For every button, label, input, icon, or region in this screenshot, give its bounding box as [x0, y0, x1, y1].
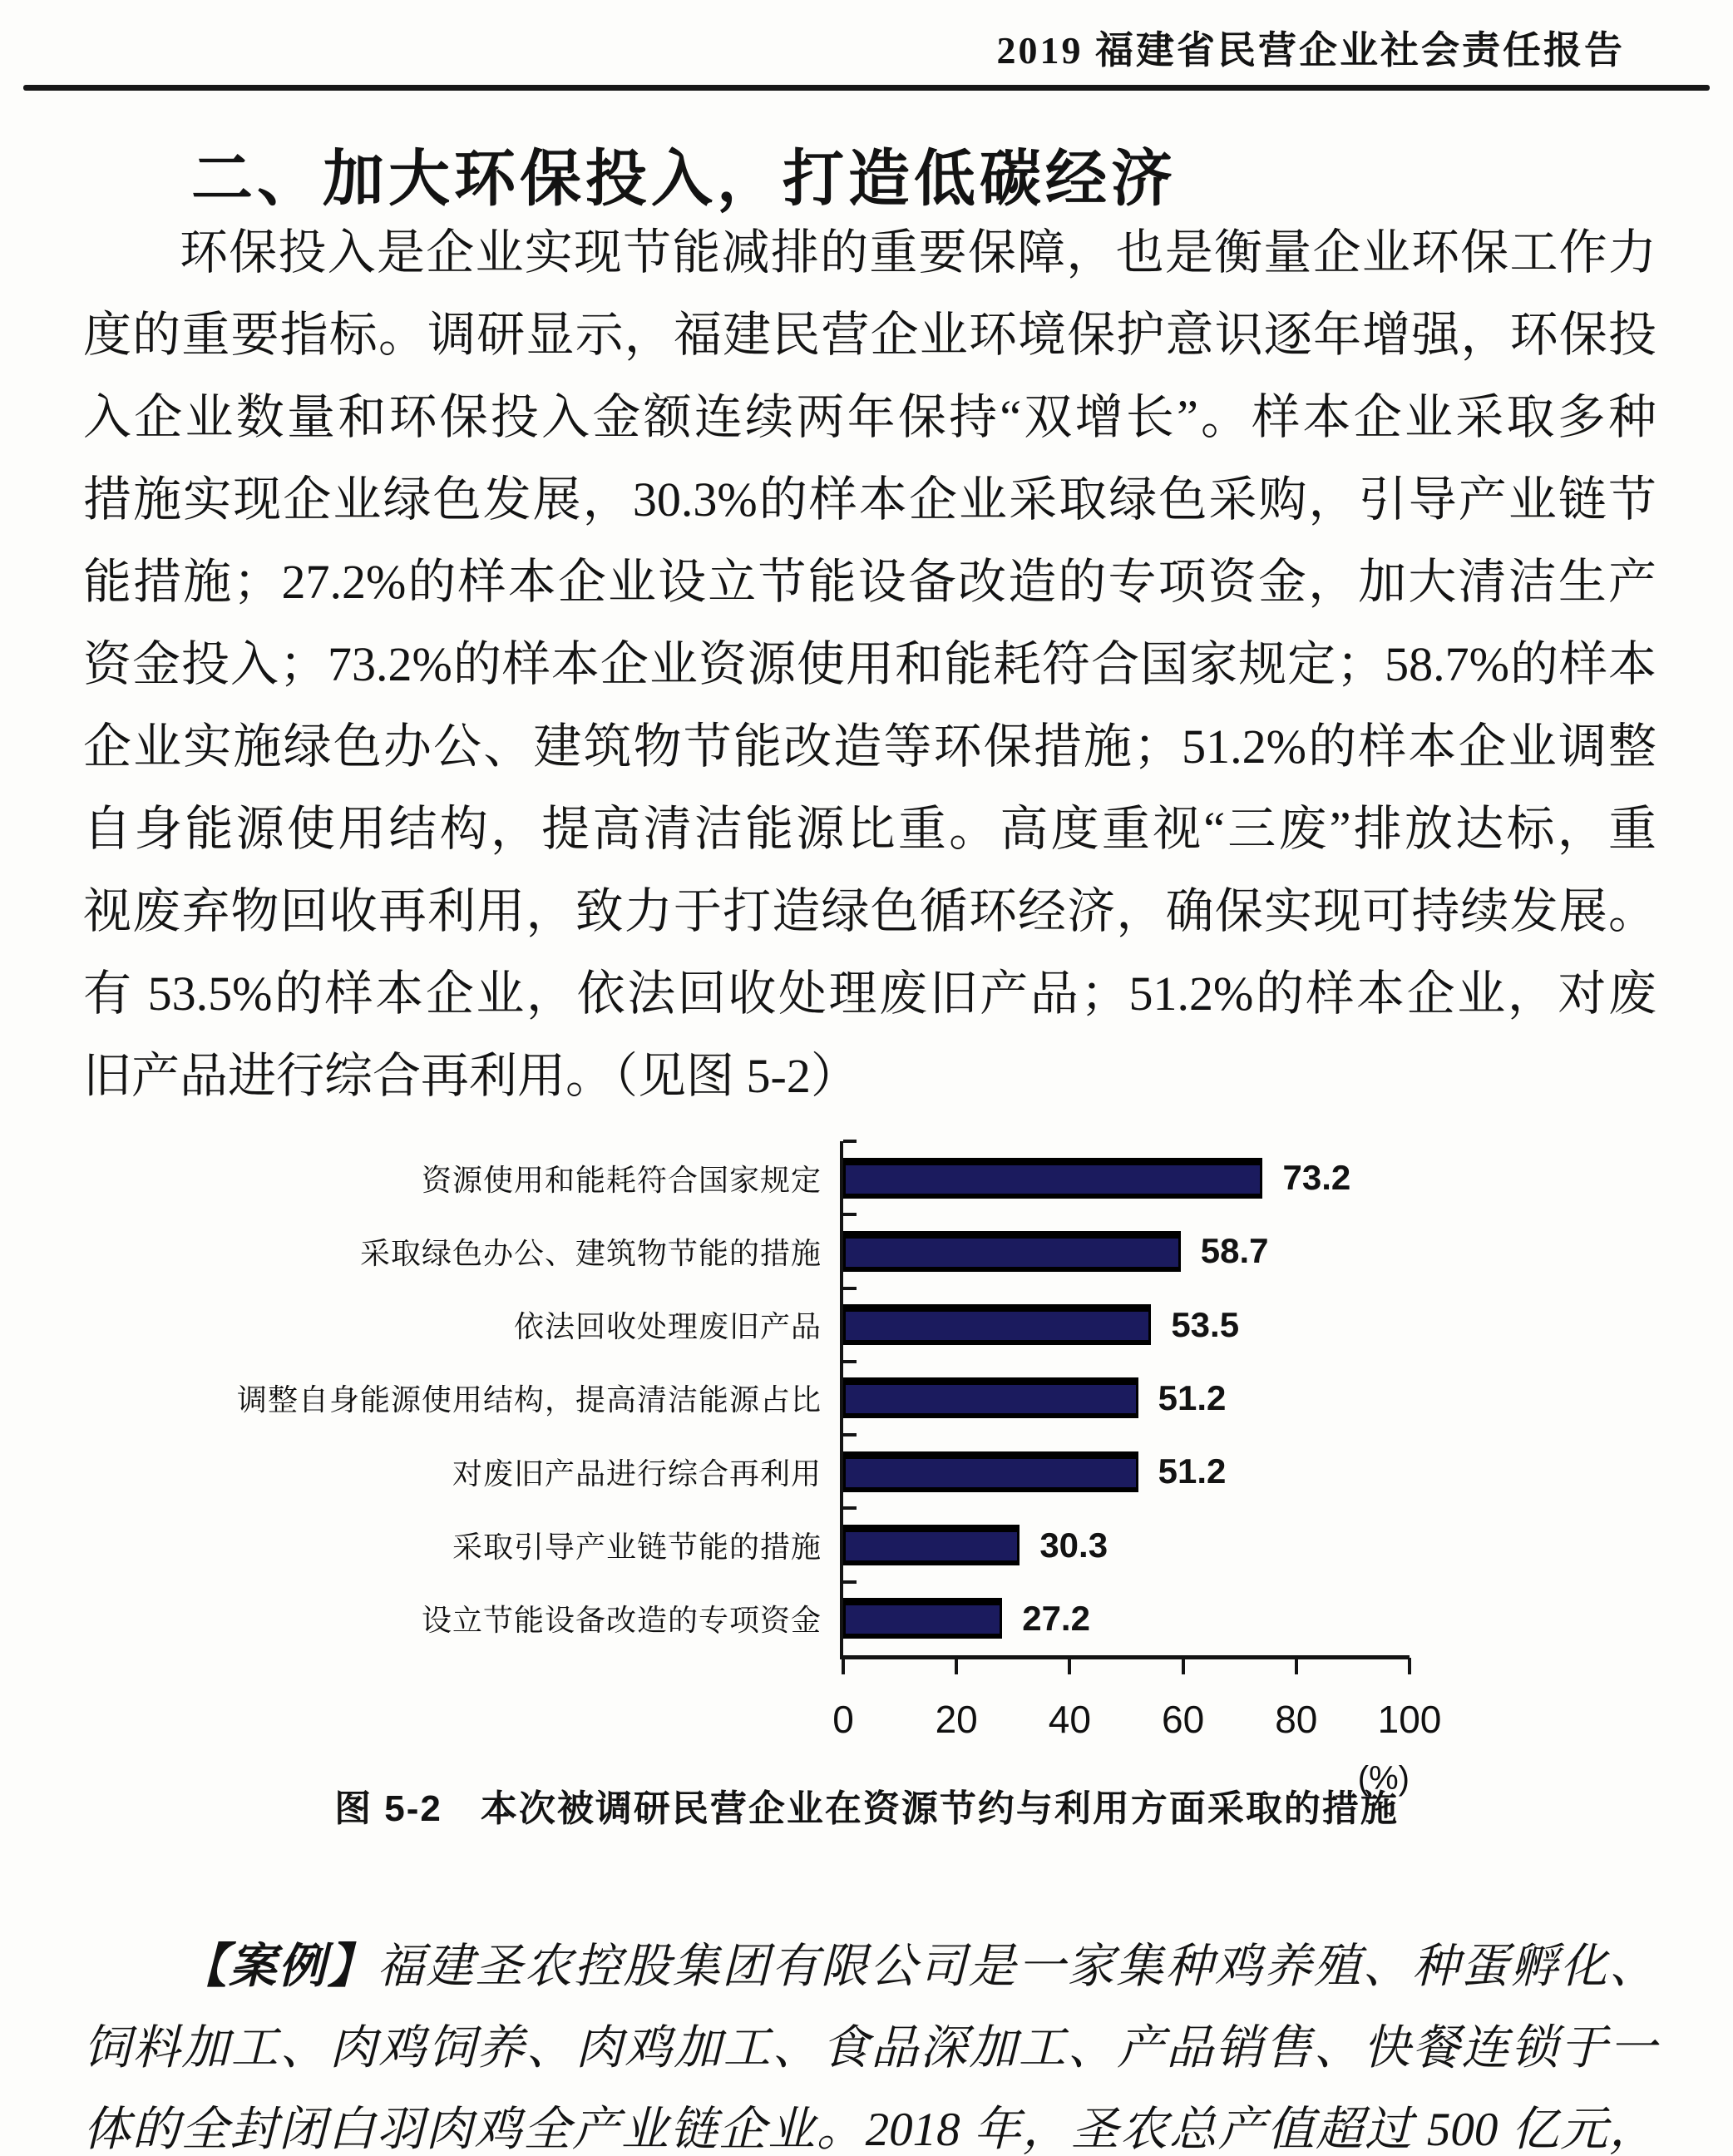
bar — [843, 1451, 1138, 1492]
x-axis-tick — [1295, 1658, 1298, 1674]
bar — [843, 1525, 1020, 1565]
body-paragraph — [83, 211, 1656, 1117]
chart-rows — [236, 1141, 1410, 1655]
x-axis-tick-label: 40 — [1048, 1698, 1091, 1741]
body-line: 环保投入是企业实现节能减排的重要保障，也是衡量企业环保工作力 — [180, 225, 1656, 279]
body-line: 企业实施绿色办公、建筑物节能改造等环保措施；51.2%的样本企业调整 — [83, 719, 1656, 774]
body-line: 旧产品进行综合再利用。（见图 5-2） — [83, 1049, 859, 1103]
case-line — [83, 1926, 1656, 2008]
category-label: 采取绿色办公、建筑物节能的措施 — [359, 1235, 822, 1270]
x-axis-tick — [1068, 1658, 1071, 1674]
value-label: 27.2 — [1022, 1598, 1090, 1638]
chart-row — [359, 1214, 1410, 1288]
section-heading: 二、加大环保投入，打造低碳经济 — [191, 144, 1177, 213]
case-tag: 【案例】 — [180, 1941, 378, 1993]
x-axis-tick-label: 80 — [1275, 1698, 1318, 1741]
y-axis-tick — [843, 1580, 857, 1584]
category-label: 依法回收处理废旧产品 — [513, 1309, 822, 1344]
bar — [843, 1231, 1181, 1272]
y-axis-tick — [843, 1360, 857, 1363]
x-axis-tick — [842, 1658, 845, 1674]
body-line: 度的重要指标。调研显示，福建民营企业环境保护意识逐年增强，环保投 — [83, 308, 1656, 362]
chart-row — [421, 1582, 1410, 1655]
y-axis-tick — [843, 1213, 857, 1216]
y-axis-tick — [843, 1287, 857, 1290]
axis-unit-label: (%) — [1357, 1760, 1410, 1797]
body-line: 措施实现企业绿色发展，30.3%的样本企业采取绿色采购，引导产业链节 — [83, 472, 1656, 527]
chart-row — [236, 1362, 1410, 1435]
body-line: 能措施；27.2%的样本企业设立节能设备改造的专项资金，加大清洁生产 — [83, 555, 1656, 609]
y-axis-tick — [843, 1506, 857, 1510]
category-label: 设立节能设备改造的专项资金 — [421, 1603, 822, 1638]
bar-chart-plot — [236, 1141, 1442, 1797]
value-label: 73.2 — [1282, 1158, 1351, 1198]
case-line: 饲料加工、肉鸡饲养、肉鸡加工、食品深加工、产品销售、快餐连锁于一 — [83, 2022, 1656, 2074]
figure-caption: 图 5-2 本次被调研民营企业在资源节约与利用方面采取的措施 — [334, 1788, 1399, 1829]
header-rule — [23, 85, 1710, 91]
bar — [843, 1158, 1262, 1199]
value-label: 30.3 — [1039, 1525, 1108, 1565]
category-label: 采取引导产业链节能的措施 — [452, 1530, 822, 1565]
value-label: 51.2 — [1158, 1377, 1227, 1417]
bar — [843, 1304, 1151, 1345]
chart-row — [452, 1508, 1410, 1581]
x-axis-tick-label: 60 — [1162, 1698, 1205, 1741]
value-label: 53.5 — [1171, 1304, 1240, 1344]
chart-row — [452, 1435, 1410, 1508]
value-label: 58.7 — [1200, 1231, 1269, 1271]
x-axis-tick-label: 100 — [1377, 1698, 1442, 1741]
x-axis-tick — [955, 1658, 958, 1674]
chart-row — [513, 1288, 1410, 1362]
chart-row — [421, 1141, 1410, 1214]
y-axis-tick — [843, 1433, 857, 1437]
x-axis-tick-label: 20 — [935, 1698, 978, 1741]
bar — [843, 1598, 1002, 1639]
case-study-paragraph — [83, 1926, 1656, 2156]
x-axis-tick — [1408, 1658, 1411, 1674]
body-line: 资金投入；73.2%的样本企业资源使用和能耗符合国家规定；58.7%的样本 — [83, 637, 1656, 691]
body-line: 有 53.5%的样本企业，依法回收处理废旧产品；51.2%的样本企业，对废 — [83, 967, 1656, 1021]
body-line: 入企业数量和环保投入金额连续两年保持“双增长”。样本企业采取多种 — [83, 390, 1656, 444]
bar — [843, 1377, 1138, 1418]
category-label: 资源使用和能耗符合国家规定 — [421, 1162, 822, 1197]
value-label: 51.2 — [1158, 1451, 1227, 1491]
y-axis-tick — [843, 1140, 857, 1143]
category-label: 调整自身能源使用结构，提高清洁能源占比 — [236, 1382, 822, 1417]
case-line-text: 福建圣农控股集团有限公司是一家集种鸡养殖、种蛋孵化、 — [377, 1941, 1657, 1993]
category-label: 对废旧产品进行综合再利用 — [452, 1456, 822, 1491]
body-line: 视废弃物回收再利用，致力于打造绿色循环经济，确保实现可持续发展。 — [83, 884, 1656, 938]
x-axis-tick — [1182, 1658, 1185, 1674]
case-line: 体的全封闭白羽肉鸡全产业链企业。2018 年，圣农总产值超过 500 亿元， — [83, 2104, 1656, 2156]
x-axis-tick-label: 0 — [832, 1698, 854, 1741]
page-header-title: 2019 福建省民营企业社会责任报告 — [996, 29, 1625, 72]
body-line: 自身能源使用结构，提高清洁能源比重。高度重视“三废”排放达标，重 — [83, 802, 1656, 856]
